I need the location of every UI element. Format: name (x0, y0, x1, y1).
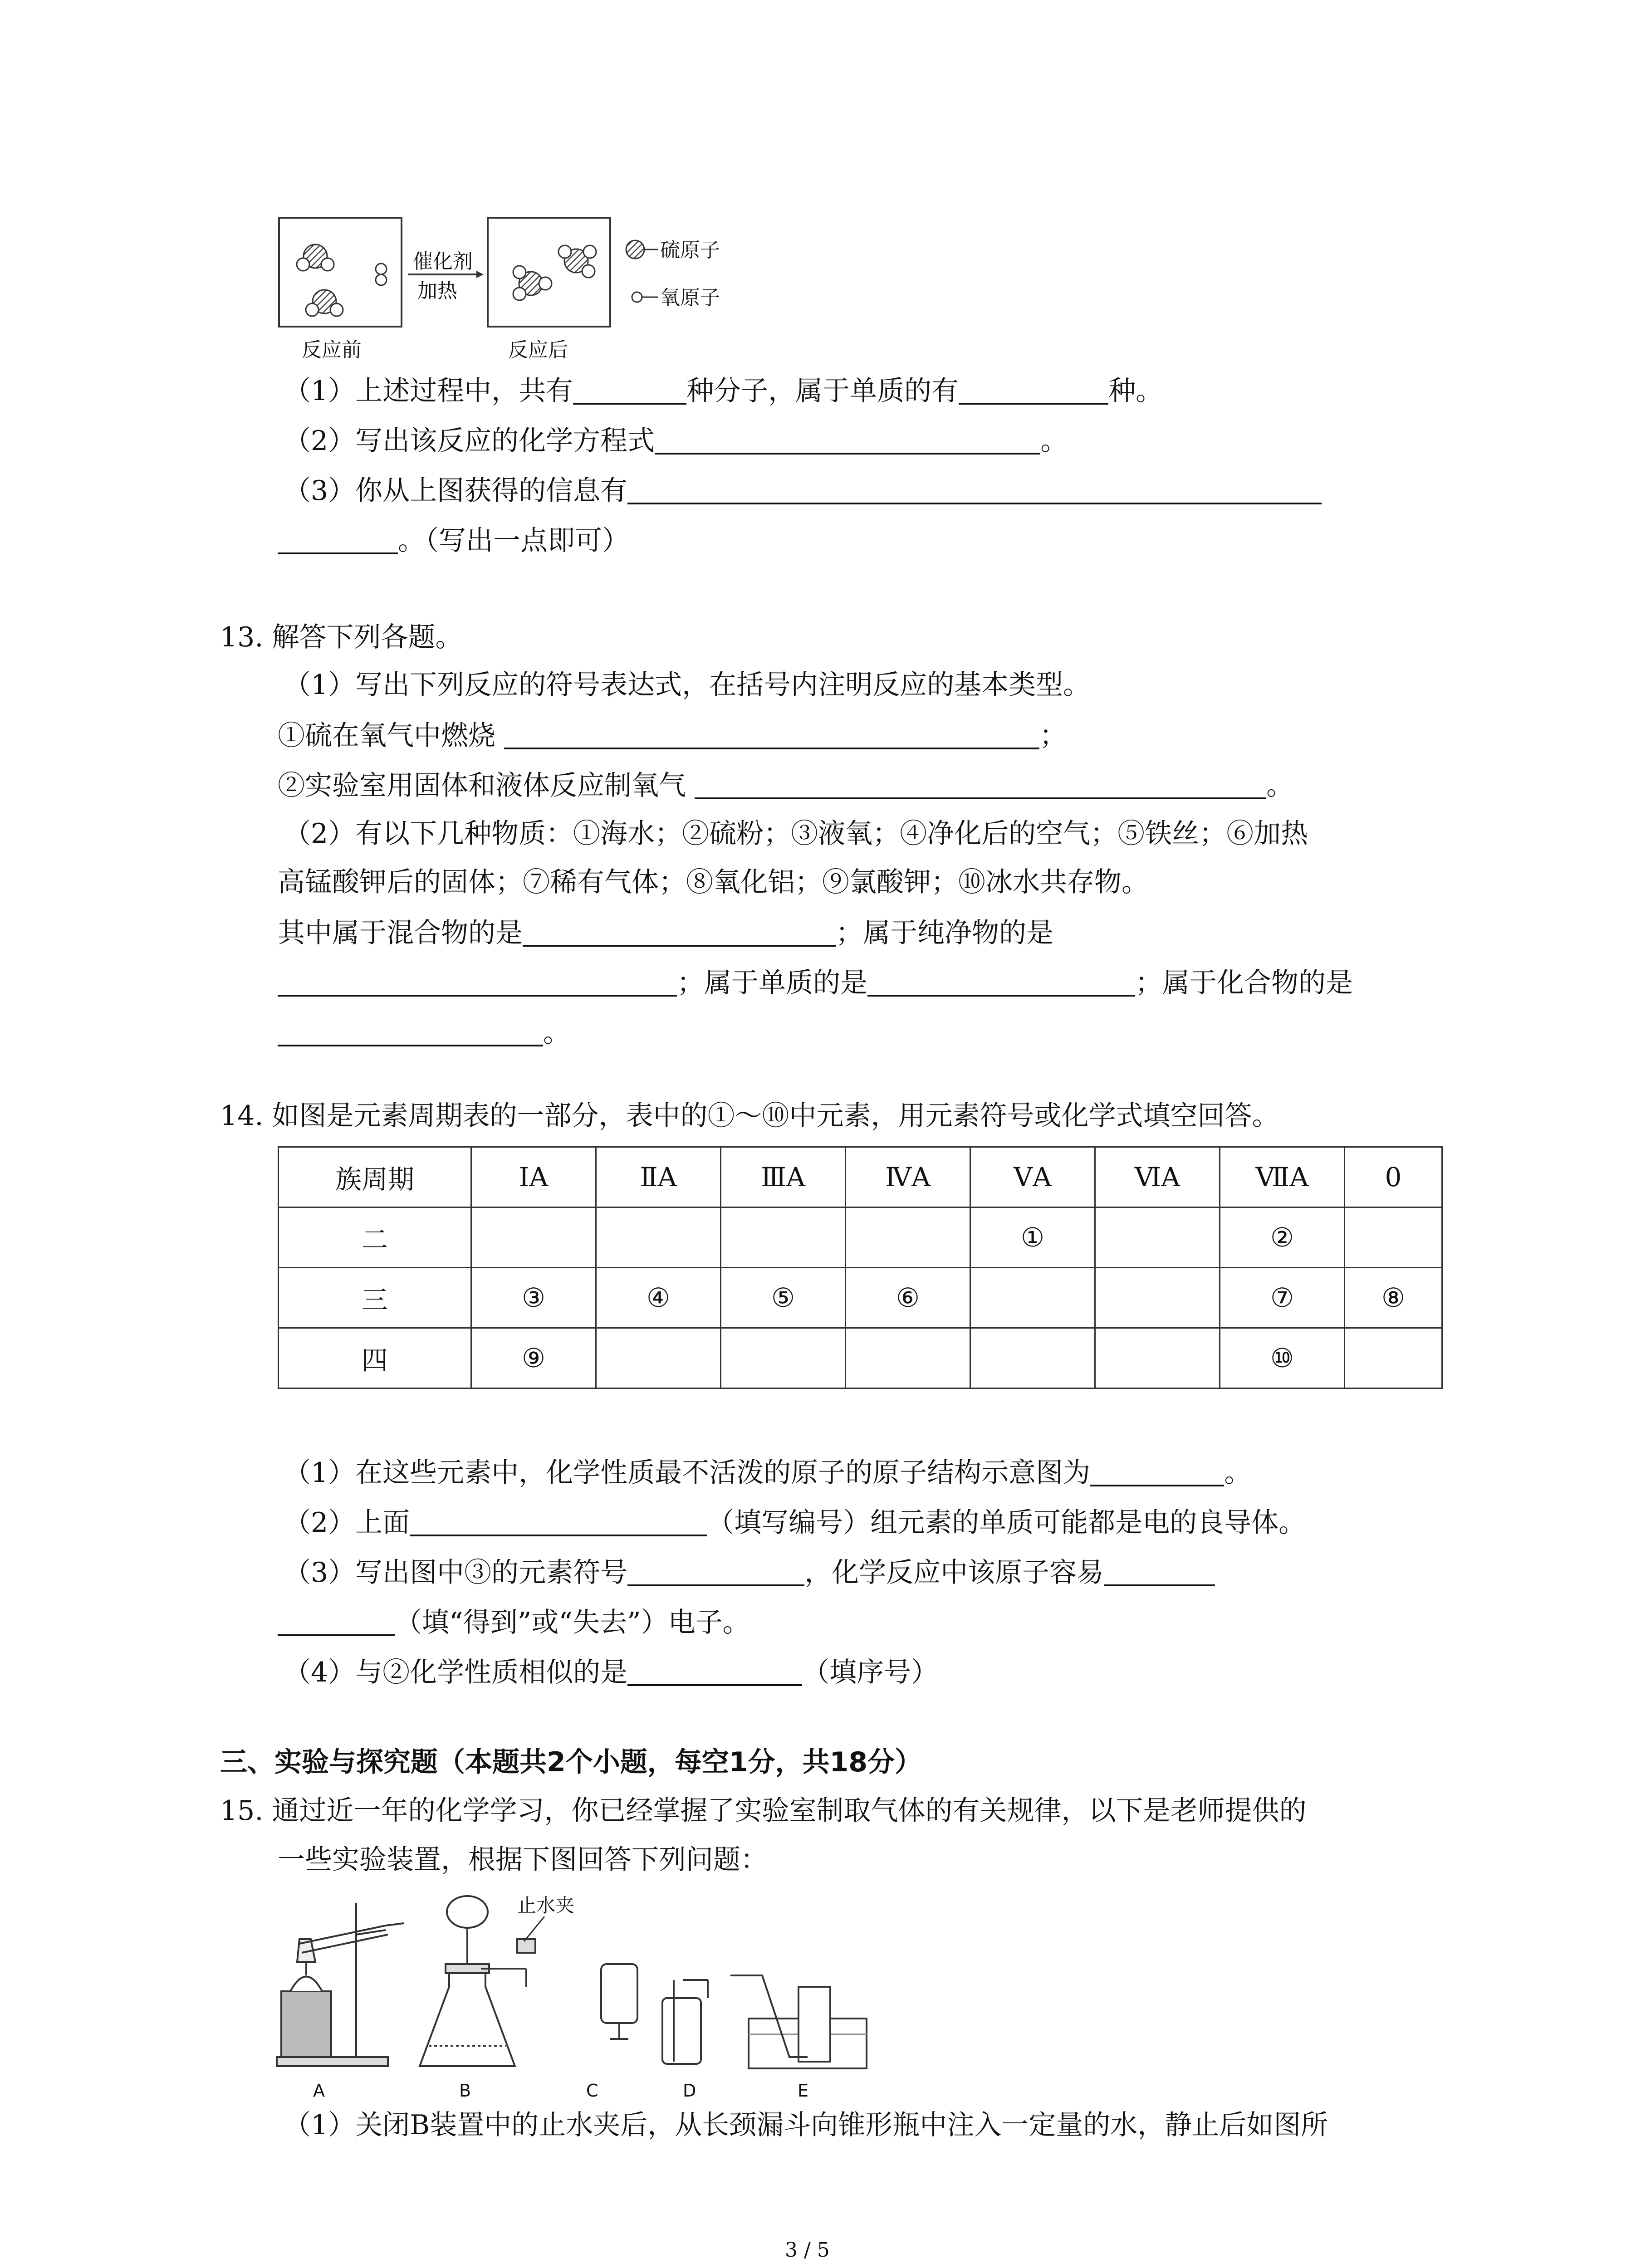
q14-blank-symbol[interactable] (627, 1558, 804, 1586)
clamp-label: 止水夹 (517, 1894, 575, 1916)
q12-part3: （3）你从上图获得的信息有 (284, 476, 1322, 504)
q13-sub1a: ①硫在氧气中燃烧 ； (278, 720, 1067, 752)
q13-sub1: （1）写出下列反应的符号表达式，在括号内注明反应的基本类型。 (284, 669, 1091, 701)
apparatus-label-c: C (586, 2081, 598, 2101)
q12-blank-element-count[interactable] (959, 376, 1108, 405)
table-cell: ⑩ (1220, 1328, 1345, 1388)
q13-sub2-line1: （2）有以下几种物质：①海水；②硫粉；③液氧；④净化后的空气；⑤铁丝；⑥加热 (284, 818, 1308, 850)
q13-blank-sulfur[interactable] (504, 721, 1039, 749)
table-cell: ⑤ (721, 1268, 846, 1328)
q12-blank-info[interactable] (627, 476, 1322, 504)
legend-oxygen: 氧原子 (660, 286, 720, 309)
table-cell: ③ (471, 1268, 596, 1328)
table-row (279, 1207, 1442, 1268)
table-cell (471, 1207, 596, 1268)
q14-part4: （4）与②化学性质相似的是 （填序号） (284, 1657, 939, 1688)
q13-blank-pure[interactable] (278, 968, 677, 997)
table-header-cell: ⅢA (721, 1147, 846, 1207)
table-header-cell: ⅣA (846, 1147, 970, 1207)
table-cell: ① (970, 1207, 1095, 1268)
q14-part1: （1）在这些元素中，化学性质最不活泼的原子的原子结构示意图为 。 (284, 1457, 1252, 1489)
q14-blank-gain-lose[interactable] (1104, 1558, 1215, 1586)
table-header-row (279, 1147, 1442, 1207)
table-header-cell: ⅡA (596, 1147, 721, 1207)
apparatus-label-e: E (798, 2081, 809, 2101)
table-cell (596, 1328, 721, 1388)
table-cell (1095, 1328, 1220, 1388)
table-cell (1095, 1207, 1220, 1268)
q14-part3-line2: （填“得到”或“失去”）电子。 (278, 1608, 750, 1636)
q15-line2: 一些实验装置，根据下图回答下列问题： (278, 1844, 768, 1876)
table-cell (721, 1207, 846, 1268)
q15-line1: 15. 通过近一年的化学学习，你已经掌握了实验室制取气体的有关规律，以下是老师提供的 (220, 1795, 1307, 1827)
apparatus-label-d: D (683, 2081, 696, 2101)
table-cell: 二 (279, 1207, 471, 1268)
q12-part2: （2）写出该反应的化学方程式 。 (284, 425, 1068, 457)
q12-blank-molecule-count[interactable] (573, 376, 686, 405)
q14-blank-similar[interactable] (627, 1658, 802, 1686)
lab-apparatus-figure (272, 1889, 907, 2102)
table-header-cell: ⅥA (1095, 1147, 1220, 1207)
q14-title: 14. 如图是元素周期表的一部分，表中的①～⑩中元素，用元素符号或化学式填空回答。 (220, 1100, 1279, 1132)
q14-part3: （3）写出图中③的元素符号 ，化学反应中该原子容易 (284, 1558, 1215, 1586)
table-cell (721, 1328, 846, 1388)
periodic-table (278, 1146, 1443, 1389)
q13-blank-element[interactable] (867, 968, 1135, 997)
table-row (279, 1268, 1442, 1328)
after-label: 反应后 (508, 338, 568, 362)
q13-sub1b: ②实验室用固体和液体反应制氧气 。 (278, 770, 1294, 802)
q13-sub2-line5: 。 (278, 1018, 570, 1046)
q14-blank-gain-lose-cont[interactable] (278, 1608, 395, 1636)
table-cell: ⑨ (471, 1328, 596, 1388)
q13-sub2-line4: ；属于单质的是 ；属于化合物的是 (278, 968, 1353, 997)
table-cell: 四 (279, 1328, 471, 1388)
table-cell (970, 1268, 1095, 1328)
table-cell: ② (1220, 1207, 1345, 1268)
table-cell (1345, 1207, 1442, 1268)
q13-sub2-line3: 其中属于混合物的是 ；属于纯净物的是 (278, 917, 1053, 949)
before-label: 反应前 (302, 338, 362, 362)
catalyst-label: 催化剂 (413, 250, 473, 273)
q12-part1: （1）上述过程中，共有 种分子，属于单质的有 种。 (284, 375, 1163, 407)
q12-blank-info-cont[interactable] (278, 526, 398, 554)
q12-part3-line2: 。（写出一点即可） (278, 526, 629, 554)
table-cell: 三 (279, 1268, 471, 1328)
table-header-cell: ⅤA (970, 1147, 1095, 1207)
apparatus-label-a: A (313, 2081, 325, 2101)
table-cell (1345, 1328, 1442, 1388)
table-cell: ⑦ (1220, 1268, 1345, 1328)
apparatus-label-b: B (459, 2081, 471, 2101)
q13-blank-mixture[interactable] (523, 919, 836, 947)
q14-part2: （2）上面 （填写编号）组元素的单质可能都是电的良导体。 (284, 1507, 1306, 1539)
table-cell (596, 1207, 721, 1268)
table-cell: ⑧ (1345, 1268, 1442, 1328)
table-cell (846, 1328, 970, 1388)
table-row (279, 1328, 1442, 1388)
section3-title: 三、实验与探究题（本题共2个小题，每空1分，共18分） (220, 1746, 922, 1778)
table-header-cell: 族周期 (279, 1147, 471, 1207)
heating-label: 加热 (417, 279, 457, 303)
q14-blank-group[interactable] (410, 1508, 707, 1536)
table-header-cell: ⅦA (1220, 1147, 1345, 1207)
q13-title: 13. 解答下列各题。 (220, 621, 463, 653)
table-cell (970, 1328, 1095, 1388)
legend-sulfur: 硫原子 (660, 239, 720, 262)
q15-part1: （1）关闭B装置中的止水夹后，从长颈漏斗向锥形瓶中注入一定量的水，静止后如图所 (284, 2109, 1328, 2141)
table-cell (1095, 1268, 1220, 1328)
table-cell: ⑥ (846, 1268, 970, 1328)
q14-blank-structure[interactable] (1090, 1458, 1224, 1486)
q12-blank-equation[interactable] (655, 426, 1040, 455)
page-number: 3 / 5 (785, 2239, 830, 2262)
table-cell (846, 1207, 970, 1268)
table-header-cell: ⅠA (471, 1147, 596, 1207)
q13-blank-compound[interactable] (278, 1018, 543, 1046)
table-cell: ④ (596, 1268, 721, 1328)
q13-sub2-line2: 高锰酸钾后的固体；⑦稀有气体；⑧氧化铝；⑨氯酸钾；⑩冰水共存物。 (278, 866, 1149, 898)
table-header-cell: 0 (1345, 1147, 1442, 1207)
q13-blank-oxygen[interactable] (695, 771, 1266, 799)
